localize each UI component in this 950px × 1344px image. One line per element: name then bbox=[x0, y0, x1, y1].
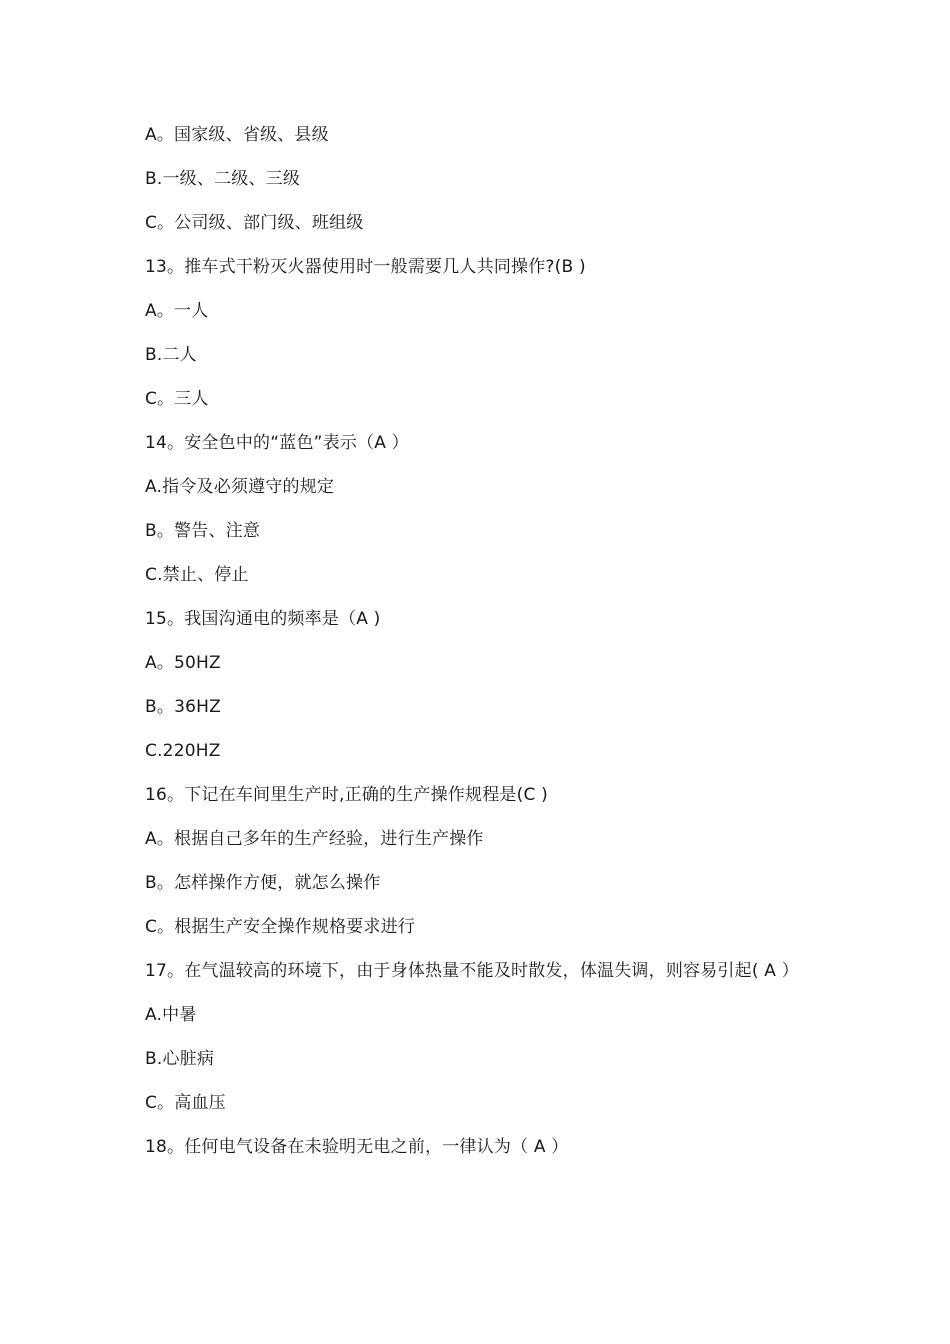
question-line: 13。推车式干粉灭火器使用时一般需要几人共同操作?(B ) bbox=[145, 257, 586, 277]
option-line: A。根据自己多年的生产经验，进行生产操作 bbox=[145, 829, 484, 849]
option-line: B.一级、二级、三级 bbox=[145, 169, 301, 189]
option-line: C.220HZ bbox=[145, 741, 221, 761]
question-line: 17。在气温较高的环境下，由于身体热量不能及时散发，体温失调，则容易引起( A ） bbox=[145, 961, 799, 981]
option-line: A.指令及必须遵守的规定 bbox=[145, 477, 335, 497]
option-line: C。高血压 bbox=[145, 1093, 226, 1113]
document-body bbox=[145, 123, 815, 1179]
option-line: C。根据生产安全操作规格要求进行 bbox=[145, 917, 416, 937]
option-line: A。50HZ bbox=[145, 653, 221, 673]
option-line: A。一人 bbox=[145, 301, 209, 321]
question-line: 16。下记在车间里生产时,正确的生产操作规程是(C ) bbox=[145, 785, 548, 805]
option-line: B。36HZ bbox=[145, 697, 221, 717]
question-line: 14。安全色中的“蓝色”表示（A ） bbox=[145, 433, 409, 453]
option-line: C.禁止、停止 bbox=[145, 565, 249, 585]
question-line: 18。任何电气设备在未验明无电之前，一律认为（ A ） bbox=[145, 1137, 569, 1157]
option-line: B。怎样操作方便，就怎么操作 bbox=[145, 873, 381, 893]
option-line: A。国家级、省级、县级 bbox=[145, 125, 329, 145]
question-line: 15。我国沟通电的频率是（A ) bbox=[145, 609, 381, 629]
option-line: C。公司级、部门级、班组级 bbox=[145, 213, 364, 233]
option-line: B。警告、注意 bbox=[145, 521, 261, 541]
option-line: B.心脏病 bbox=[145, 1049, 215, 1069]
option-line: B.二人 bbox=[145, 345, 197, 365]
option-line: A.中暑 bbox=[145, 1005, 197, 1025]
option-line: C。三人 bbox=[145, 389, 209, 409]
